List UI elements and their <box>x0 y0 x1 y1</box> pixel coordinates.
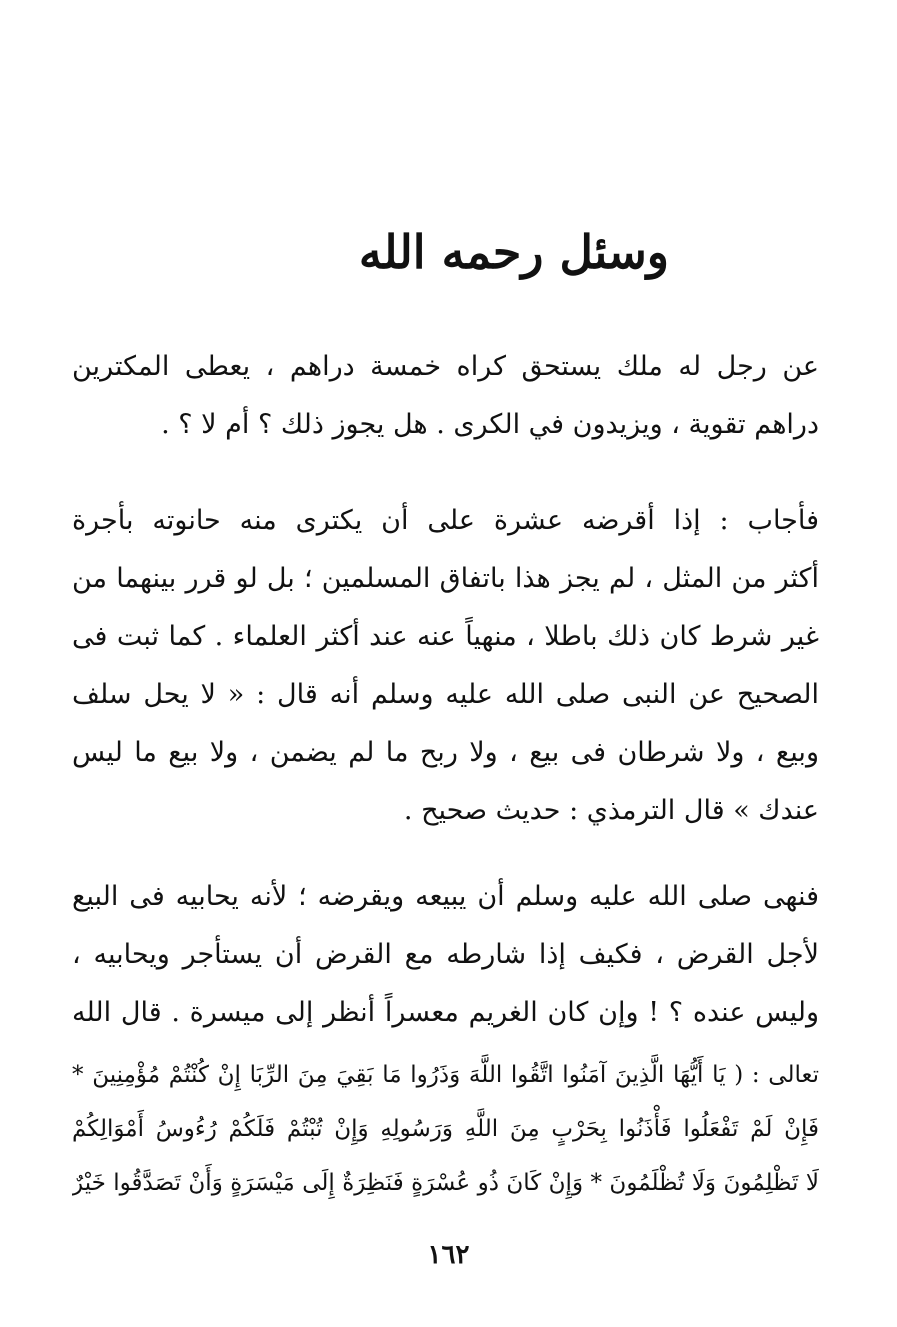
text-line: دراهم تقوية ، ويزيدون في الكرى . هل يجوز ذلك ؟ أم لا ؟ . <box>161 409 819 440</box>
explanation-paragraph <box>72 868 819 1042</box>
text-line: وبيع ، ولا شرطان فى بيع ، ولا ربح ما لم يضمن ، ولا بيع ما ليس <box>72 737 819 768</box>
verse-line: تعالى : ( يَا أَيُّهَا الَّذِينَ آمَنُوا اتَّقُوا اللَّهَ وَذَرُوا مَا بَقِيَ مِنَ الرِّبَا إِنْ كُنْتُمْ مُؤْمِنِينَ * <box>72 1062 819 1088</box>
text-line: فنهى صلى الله عليه وسلم أن يبيعه ويقرضه ؛ لأنه يحابيه فى البيع <box>72 881 819 912</box>
text-line: عن رجل له ملك يستحق كراه خمسة دراهم ، يعطى المكترين <box>72 351 819 382</box>
page-number: ١٦٢ <box>427 1240 470 1270</box>
text-line: عندك » قال الترمذي : حديث صحيح . <box>403 795 819 826</box>
text-line: الصحيح عن النبى صلى الله عليه وسلم أنه قال : « لا يحل سلف <box>72 679 819 710</box>
verse-line: لَا تَظْلِمُونَ وَلَا تُظْلَمُونَ * وَإِنْ كَانَ ذُو عُسْرَةٍ فَنَظِرَةٌ إِلَى مَيْسَرَةٍ وَأَنْ تَصَدَّقُوا خَيْرٌ <box>72 1170 819 1196</box>
answer-paragraph <box>72 492 819 840</box>
text-line: أكثر من المثل ، لم يجز هذا باتفاق المسلمين ؛ بل لو قرر بينهما من <box>72 563 819 594</box>
verse-line: فَإِنْ لَمْ تَفْعَلُوا فَأْذَنُوا بِحَرْبٍ مِنَ اللَّهِ وَرَسُولِهِ وَإِنْ تُبْتُمْ فَلَكُمْ رُءُوسُ أَمْوَالِكُمْ <box>72 1116 819 1142</box>
quran-verse-block <box>72 1048 819 1210</box>
section-heading: وسئل رحمه الله <box>358 225 669 279</box>
question-paragraph <box>72 338 819 454</box>
text-line: وليس عنده ؟ ! وإن كان الغريم معسراً أنظر إلى ميسرة . قال الله <box>72 997 819 1028</box>
text-line: فأجاب : إذا أقرضه عشرة على أن يكترى منه حانوته بأجرة <box>72 505 819 536</box>
text-line: غير شرط كان ذلك باطلا ، منهياً عنه عند أكثر العلماء . كما ثبت فى <box>72 621 819 652</box>
text-line: لأجل القرض ، فكيف إذا شارطه مع القرض أن يستأجر ويحابيه ، <box>72 939 819 970</box>
